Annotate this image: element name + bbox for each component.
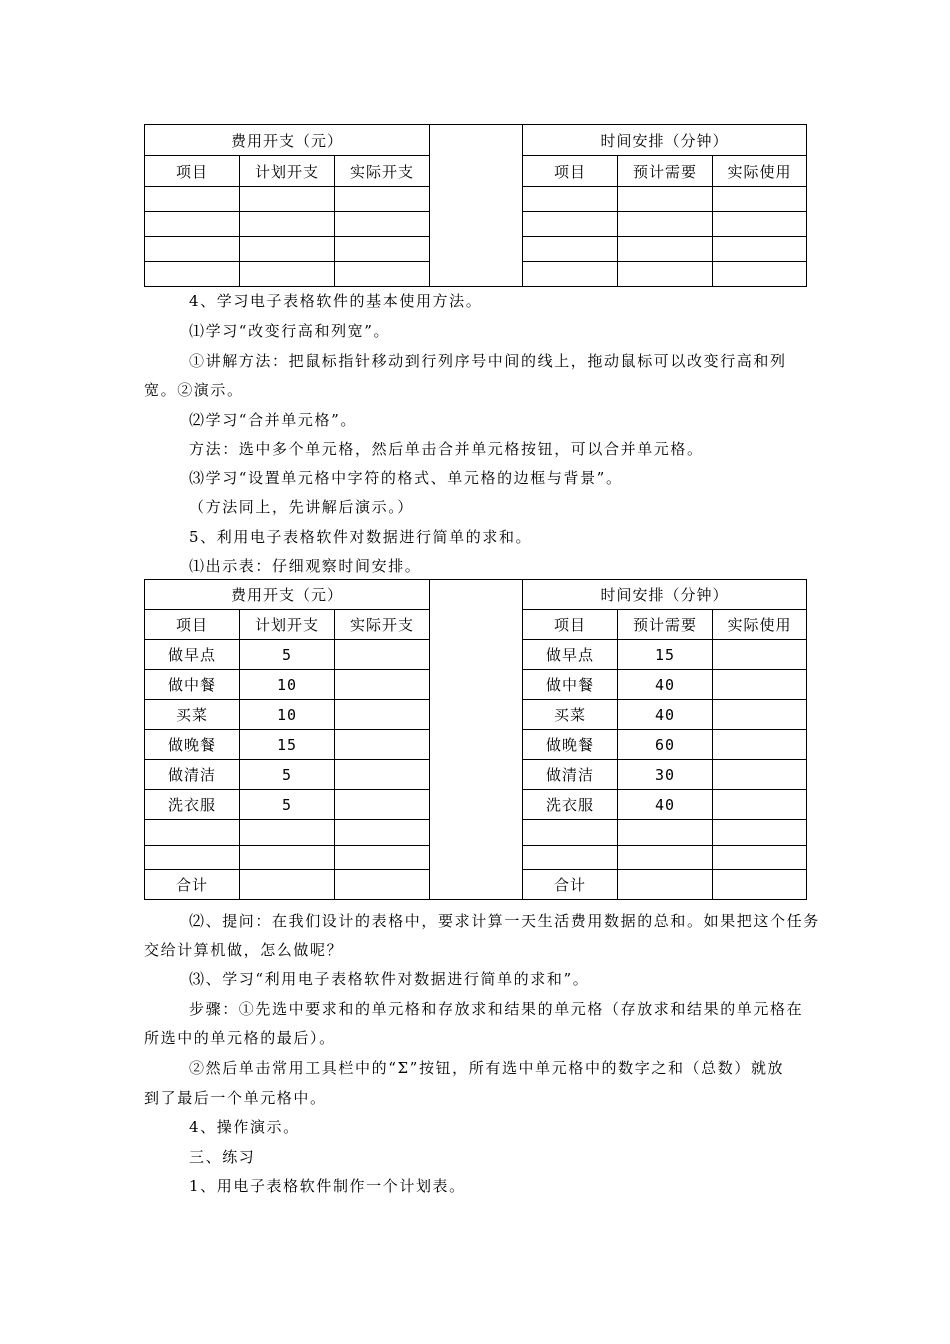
table-gap xyxy=(430,580,523,900)
cell-actual-cost xyxy=(335,700,430,730)
cell-planned-cost: 5 xyxy=(240,790,335,820)
cell-item: 做中餐 xyxy=(145,670,240,700)
text-line: 5、利用电子表格软件对数据进行简单的求和。 xyxy=(189,528,533,546)
text-line: ⑶学习“设置单元格中字符的格式、单元格的边框与背景”。 xyxy=(189,469,623,487)
col-header-actual-cost: 实际开支 xyxy=(335,156,430,187)
cell-actual-time xyxy=(713,700,807,730)
cell-item: 做晚餐 xyxy=(523,730,618,760)
text-line: 1、用电子表格软件制作一个计划表。 xyxy=(189,1177,466,1195)
cell-planned-cost: 5 xyxy=(240,640,335,670)
text-line: 4、操作演示。 xyxy=(189,1118,300,1136)
cell-actual-cost xyxy=(335,640,430,670)
cost-time-table-filled xyxy=(144,579,807,900)
col-header-actual-cost: 实际开支 xyxy=(335,610,430,640)
cell-actual-cost xyxy=(335,760,430,790)
cell-item: 做早点 xyxy=(523,640,618,670)
cell-planned-cost: 15 xyxy=(240,730,335,760)
cell-item: 做中餐 xyxy=(523,670,618,700)
col-header-planned-cost: 计划开支 xyxy=(240,156,335,187)
cell-actual-time xyxy=(713,730,807,760)
section-heading: 三、练习 xyxy=(189,1148,256,1166)
text-line: 步骤：①先选中要求和的单元格和存放求和结果的单元格（存放求和结果的单元格在 xyxy=(189,1000,804,1018)
text-line: 交给计算机做，怎么做呢？ xyxy=(144,941,344,959)
table-gap xyxy=(430,125,523,287)
text-line: 方法：选中多个单元格，然后单击合并单元格按钮，可以合并单元格。 xyxy=(189,440,704,458)
cell-estimated-time: 60 xyxy=(618,730,713,760)
text-line: ②然后单击常用工具栏中的“Σ”按钮，所有选中单元格中的数字之和（总数）就放 xyxy=(189,1059,785,1077)
cell-item: 买菜 xyxy=(523,700,618,730)
cell-item: 洗衣服 xyxy=(523,790,618,820)
total-label: 合计 xyxy=(145,870,240,900)
text-line: （方法同上，先讲解后演示。） xyxy=(189,498,414,516)
cell-actual-time xyxy=(713,640,807,670)
cell-estimated-time: 40 xyxy=(618,700,713,730)
cost-title: 费用开支（元） xyxy=(145,125,430,156)
cell-item: 做清洁 xyxy=(145,760,240,790)
cell-item: 做早点 xyxy=(145,640,240,670)
cost-title: 费用开支（元） xyxy=(145,580,430,610)
col-header-item: 项目 xyxy=(523,610,618,640)
text-line: ⑴出示表：仔细观察时间安排。 xyxy=(189,557,422,575)
col-header-planned-cost: 计划开支 xyxy=(240,610,335,640)
col-header-estimated-time: 预计需要 xyxy=(618,156,713,187)
cell-item: 洗衣服 xyxy=(145,790,240,820)
cost-time-table-empty xyxy=(144,124,807,287)
cell-planned-cost: 10 xyxy=(240,700,335,730)
cell-estimated-time: 15 xyxy=(618,640,713,670)
cell-item: 做清洁 xyxy=(523,760,618,790)
cell-estimated-time: 30 xyxy=(618,760,713,790)
cell-planned-cost: 5 xyxy=(240,760,335,790)
cell-estimated-time: 40 xyxy=(618,670,713,700)
cell-actual-cost xyxy=(335,730,430,760)
text-line: ⑴学习“改变行高和列宽”。 xyxy=(189,322,391,340)
text-line: ⑵学习“合并单元格”。 xyxy=(189,411,357,429)
text-line: ⑵、提问：在我们设计的表格中，要求计算一天生活费用数据的总和。如果把这个任务 xyxy=(189,912,820,930)
cell-actual-cost xyxy=(335,670,430,700)
time-title: 时间安排（分钟） xyxy=(523,125,807,156)
text-line: ①讲解方法：把鼠标指针移动到行列序号中间的线上，拖动鼠标可以改变行高和列 xyxy=(189,352,787,370)
cell-actual-time xyxy=(713,760,807,790)
cell-item: 做晚餐 xyxy=(145,730,240,760)
total-label: 合计 xyxy=(523,870,618,900)
text-line: 宽。②演示。 xyxy=(144,381,244,399)
text-line: ⑶、学习“利用电子表格软件对数据进行简单的求和”。 xyxy=(189,970,590,988)
text-line: 4、学习电子表格软件的基本使用方法。 xyxy=(189,292,483,310)
cell-item: 买菜 xyxy=(145,700,240,730)
cell-actual-time xyxy=(713,670,807,700)
col-header-estimated-time: 预计需要 xyxy=(618,610,713,640)
cell-actual-time xyxy=(713,790,807,820)
col-header-item: 项目 xyxy=(523,156,618,187)
col-header-item: 项目 xyxy=(145,610,240,640)
cell-actual-cost xyxy=(335,790,430,820)
text-line: 所选中的单元格的最后）。 xyxy=(144,1029,336,1047)
text-line: 到了最后一个单元格中。 xyxy=(144,1089,327,1107)
col-header-item: 项目 xyxy=(145,156,240,187)
col-header-actual-time: 实际使用 xyxy=(713,610,807,640)
col-header-actual-time: 实际使用 xyxy=(713,156,807,187)
cell-planned-cost: 10 xyxy=(240,670,335,700)
cell-estimated-time: 40 xyxy=(618,790,713,820)
time-title: 时间安排（分钟） xyxy=(523,580,807,610)
